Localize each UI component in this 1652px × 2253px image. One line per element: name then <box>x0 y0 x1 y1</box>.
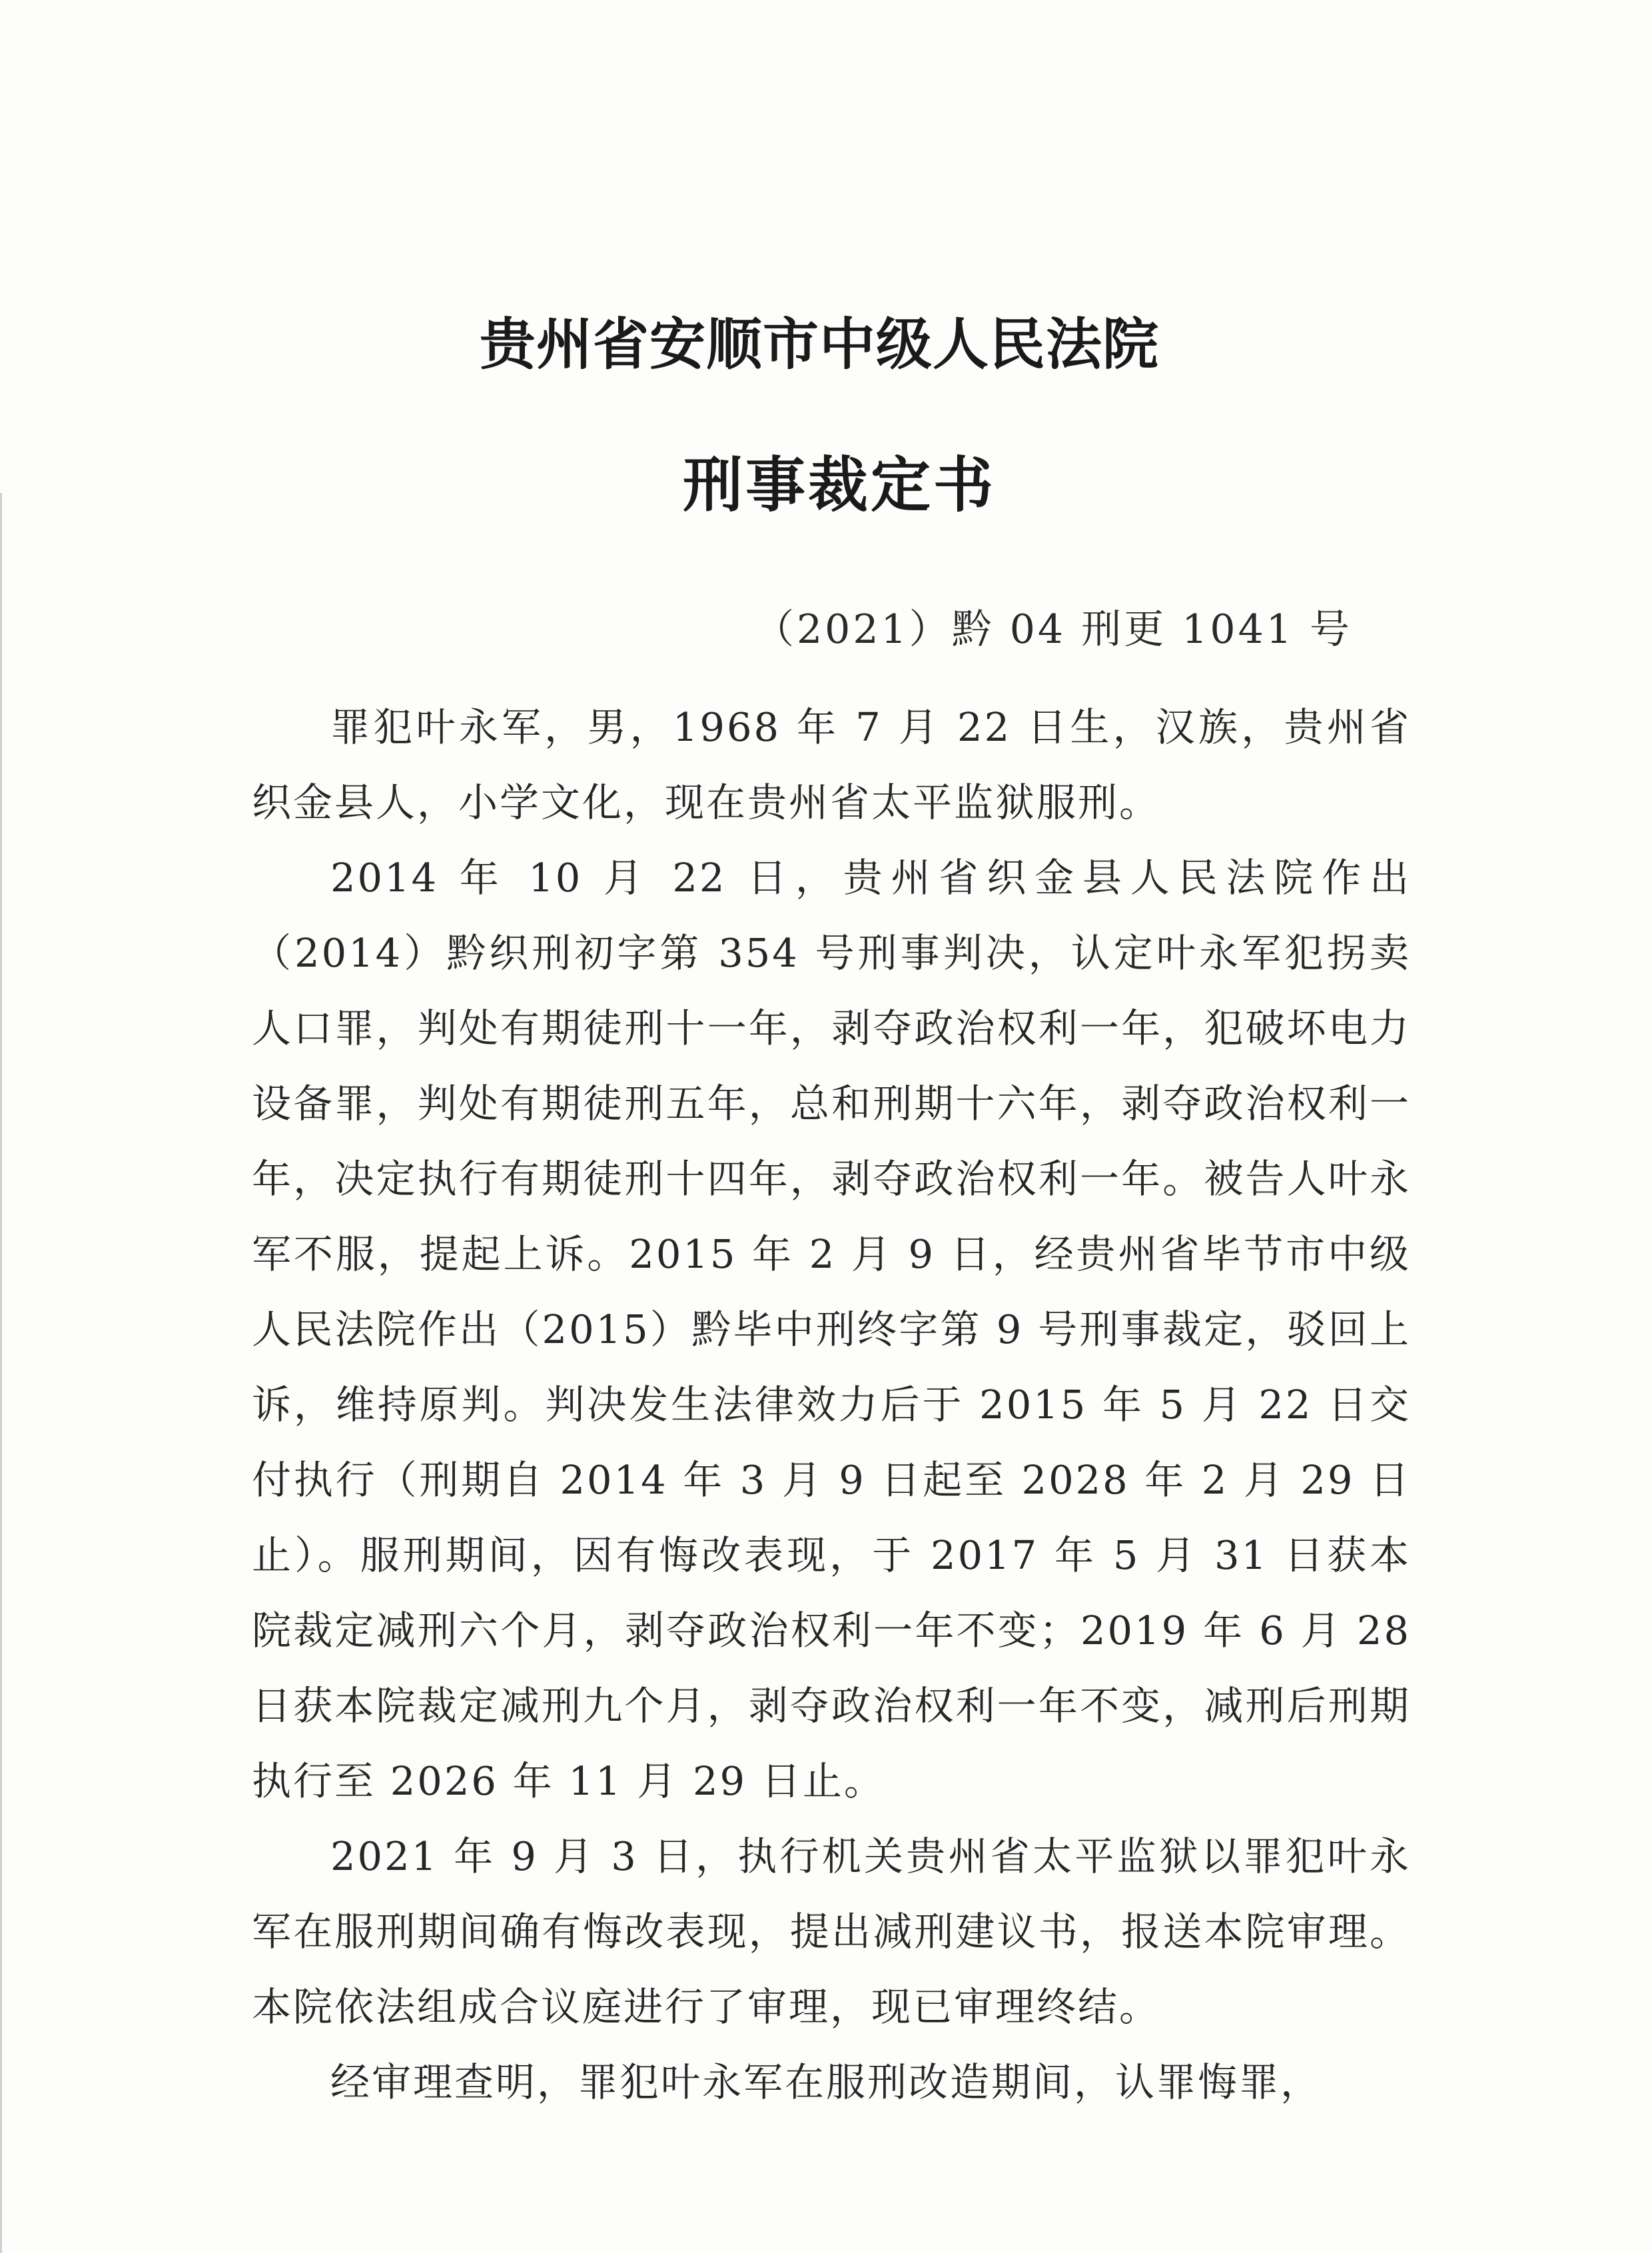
paragraph-commutation-proposal: 2021 年 9 月 3 日，执行机关贵州省太平监狱以罪犯叶永军在服刑期间确有悔改表现，提出减刑建议书，报送本院审理。本院依法组成合议庭进行了审理，现已审理终结。 <box>252 1833 1411 2030</box>
scan-edge <box>0 493 2 2253</box>
document-body <box>252 689 1411 2120</box>
paragraph-defendant-info: 罪犯叶永军，男，1968 年 7 月 22 日生，汉族，贵州省织金县人，小学文化，现在贵州省太平监狱服刑。 <box>252 704 1411 825</box>
document-type-heading: 刑事裁定书 <box>683 450 996 520</box>
case-number: （2021）黔 04 刑更 1041 号 <box>753 606 1352 653</box>
paragraph-findings: 经审理查明，罪犯叶永军在服刑改造期间，认罪悔罪， <box>330 2059 1322 2105</box>
court-name-heading: 贵州省安顺市中级人民法院 <box>479 311 1159 377</box>
paragraph-sentence-history: 2014 年 10 月 22 日，贵州省织金县人民法院作出（2014）黔织刑初字第 354 号刑事判决，认定叶永军犯拐卖人口罪，判处有期徒刑十一年，剥夺政治权利一年，犯破坏电力设备罪，判处有期徒刑五年，总和刑期十六年，剥夺政治权利一年，决定执行有期徒刑十四年，剥夺政治权利一年。被告人叶永军不服，提起上诉。2015 年 2 月 9 日，经贵州省毕节市中级人民法院作出（2015）黔毕中刑终字第 9 号刑事裁定，驳回上诉，维持原判。判决发生法律效力后于 2015 年 5 月 22 日交付执行（刑期自 2014 年 3 月 9 日起至 2028 年 2 月 29 日止）。服刑期间，因有悔改表现，于 2017 年 5 月 31 日获本院裁定减刑六个月，剥夺政治权利一年不变；2019 年 6 月 28 日获本院裁定减刑九个月，剥夺政治权利一年不变，减刑后刑期执行至 2026 年 11 月 29 日止。 <box>252 855 1411 1804</box>
